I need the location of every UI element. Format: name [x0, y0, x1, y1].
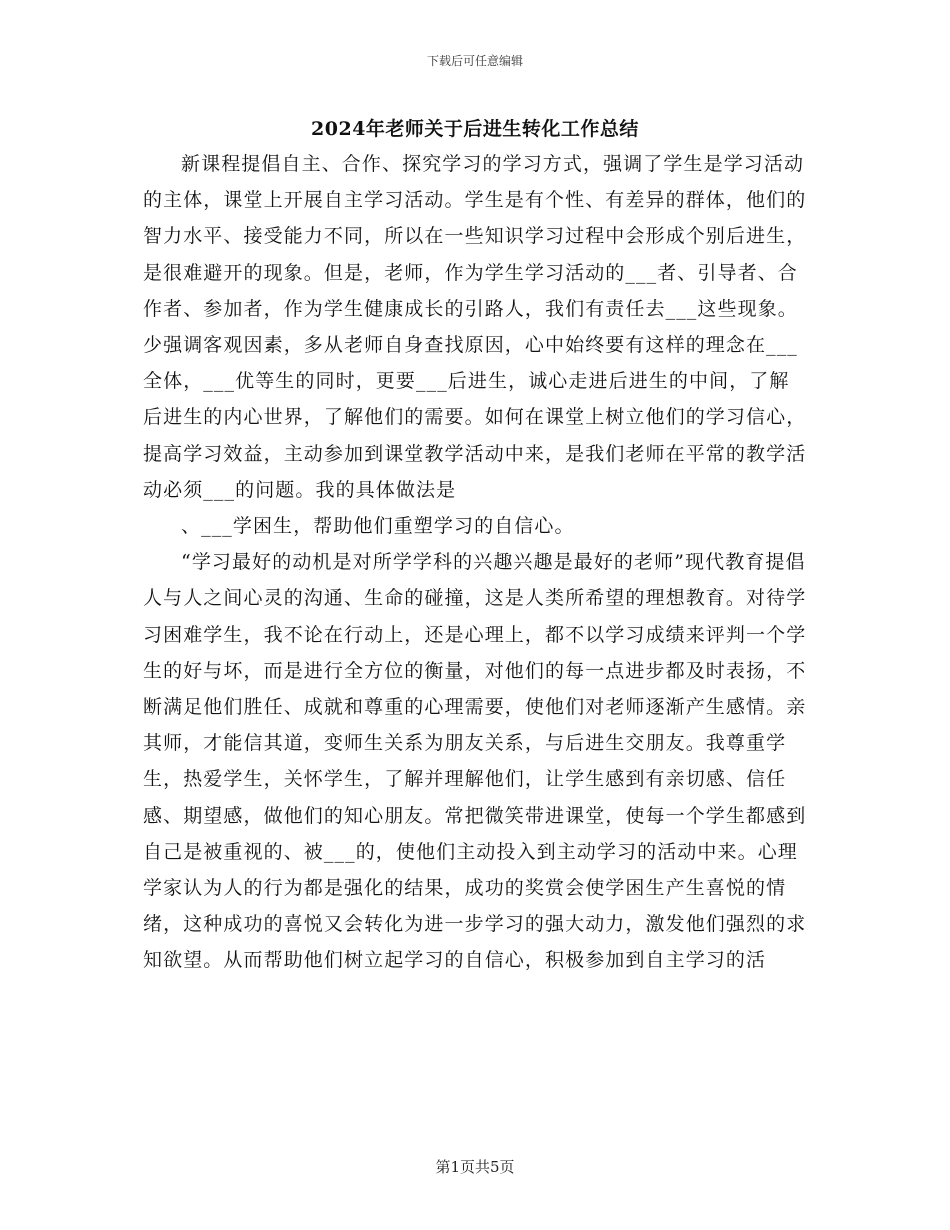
paragraph-approach: “学习最好的动机是对所学学科的兴趣兴趣是最好的老师”现代教育提倡人与人之间心灵的沟通、生命的碰撞，这是人类所希望的理想教育。对待学习困难学生，我不论在行动上，还是心理上，都不以学习成绩来评判一个学生的好与坏，而是进行全方位的衡量，对他们的每一点进步都及时表扬，不断满足他们胜任、成就和尊重的心理需要，使他们对老师逐渐产生感情。亲其师，才能信其道，变师生关系为朋友关系，与后进生交朋友。我尊重学生，热爱学生，关怀学生，了解并理解他们，让学生感到有亲切感、信任感、期望感，做他们的知心朋友。常把微笑带进课堂，使每一个学生都感到自己是被重视的、被___的，使他们主动投入到主动学习的活动中来。心理学家认为人的行为都是强化的结果，成功的奖赏会使学困生产生喜悦的情绪，这种成功的喜悦又会转化为进一步学习的强大动力，激发他们强烈的求知欲望。从而帮助他们树立起学习的自信心，积极参加到自主学习的活	[143, 551, 807, 972]
document-title: 2024年老师关于后进生转化工作总结	[311, 118, 639, 140]
page-footer: 第1页共5页	[435, 1158, 515, 1176]
paragraph-intro: 新课程提倡自主、合作、探究学习的学习方式，强调了学生是学习活动的主体，课堂上开展自主学习活动。学生是有个性、有差异的群体，他们的智力水平、接受能力不同，所以在一些知识学习过程中会形成个别后进生，是很难避开的现象。但是，老师，作为学生学习活动的___者、引导者、合作者、参加者，作为学生健康成长的引路人，我们有责任去___这些现象。少强调客观因素，多从老师自身查找原因，心中始终要有这样的理念在___全体，___优等生的同时，更要___后进生，诚心走进后进生的中间，了解后进生的内心世界，了解他们的需要。如何在课堂上树立他们的学习信心，提高学习效益，主动参加到课堂教学活动中来，是我们老师在平常的教学活动必须___的问题。我的具体做法是	[143, 153, 807, 501]
header-note: 下载后可任意编辑	[426, 54, 523, 68]
document-body	[143, 146, 808, 979]
paragraph-section-heading: 、___学困生，帮助他们重塑学习的自信心。	[181, 515, 575, 538]
